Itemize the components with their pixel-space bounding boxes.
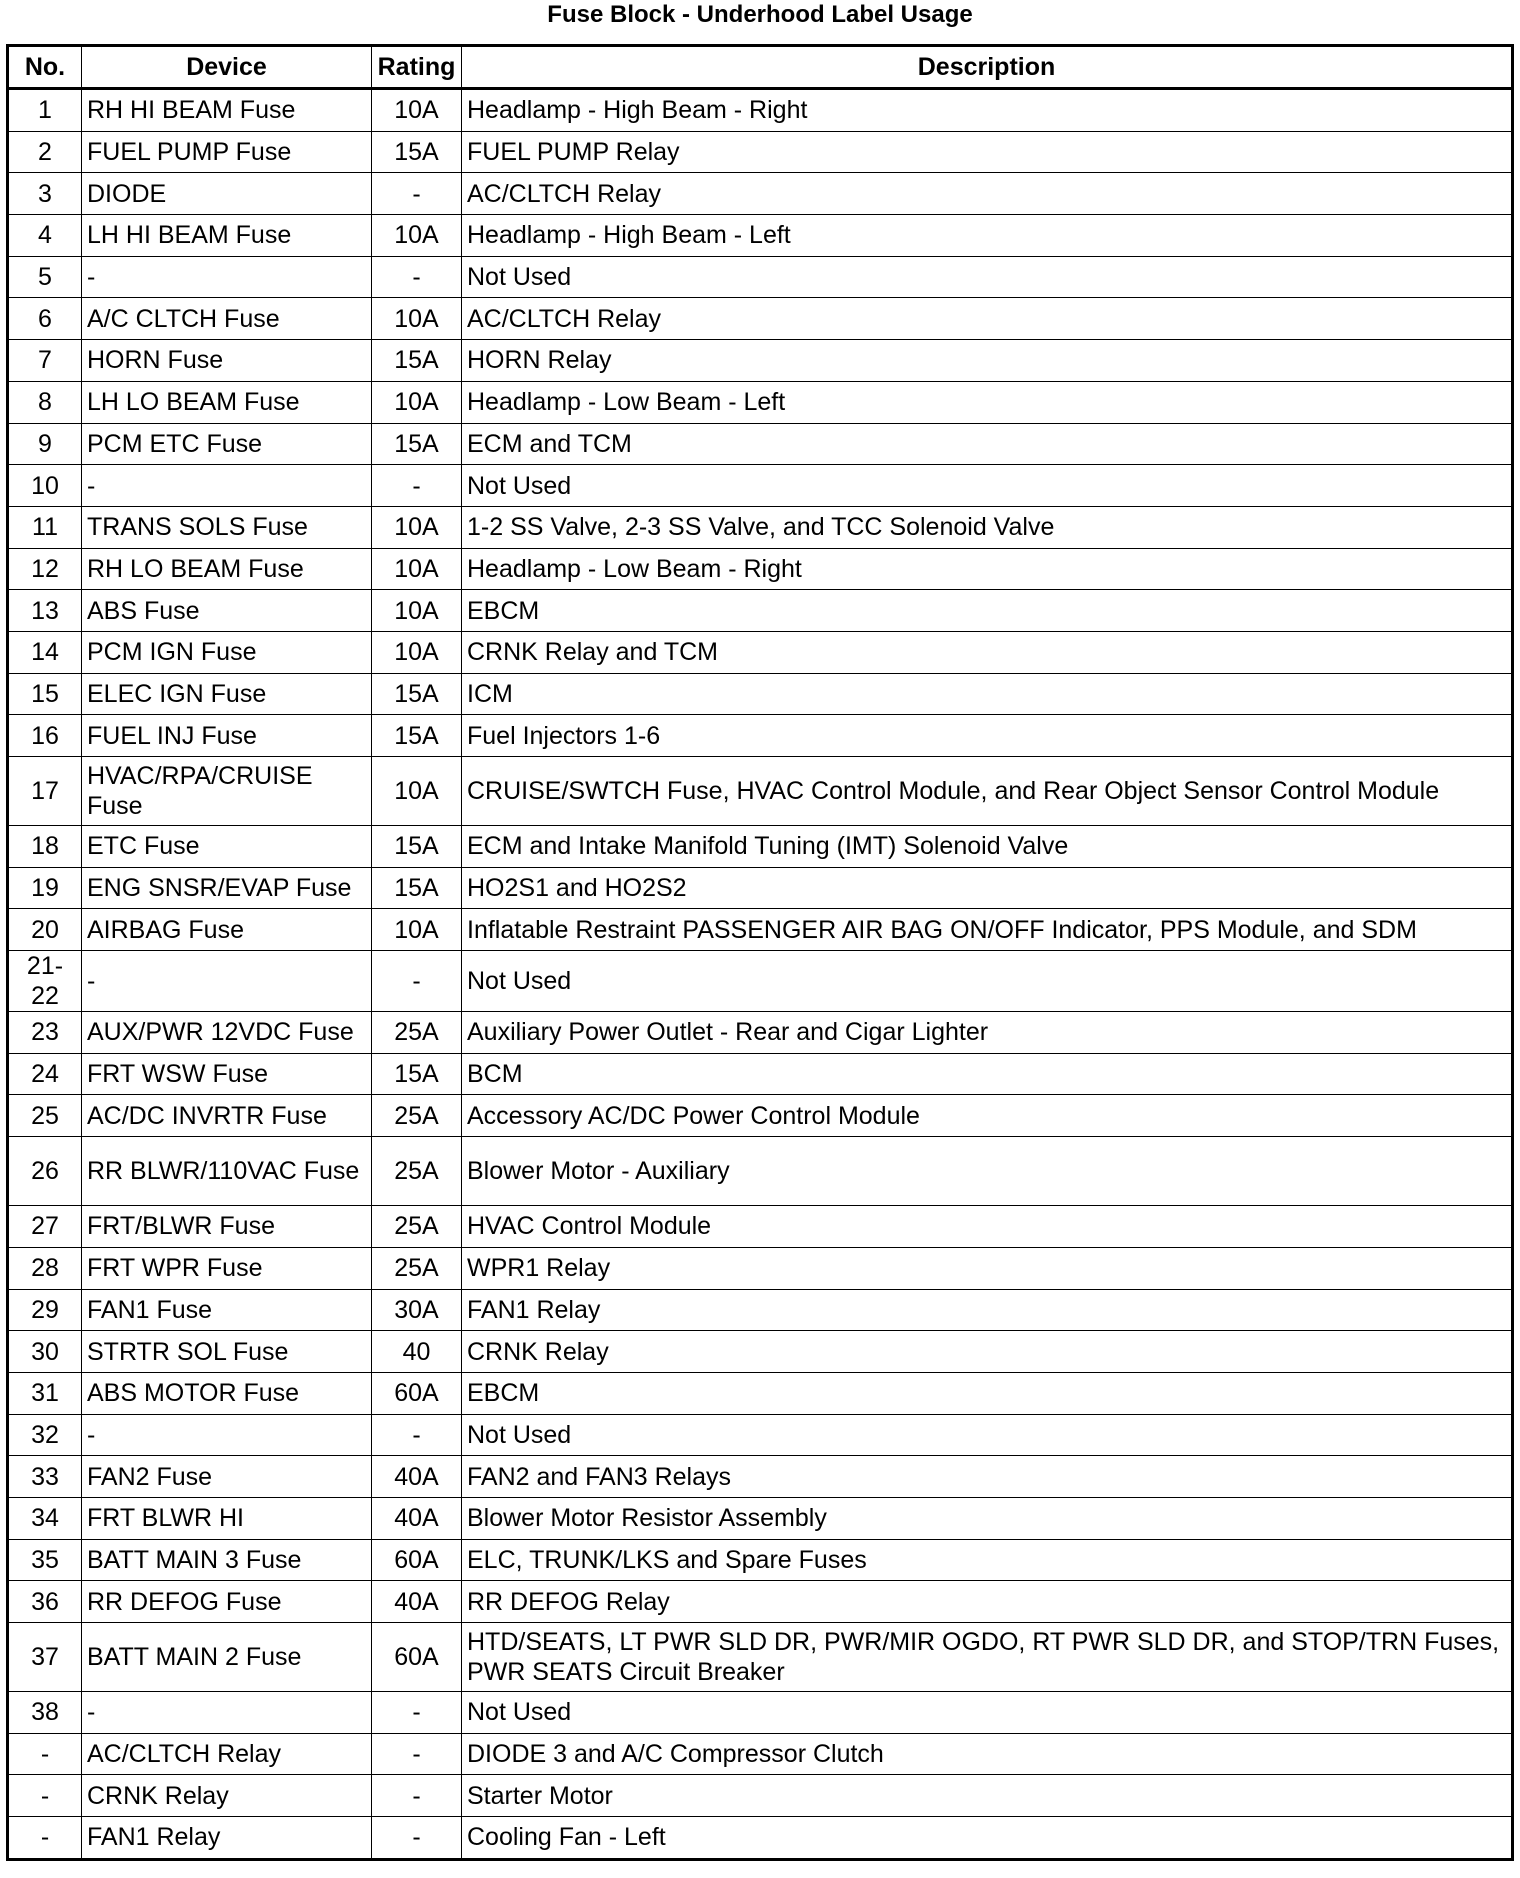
cell-device: RR BLWR/110VAC Fuse (82, 1137, 372, 1206)
cell-description: ECM and TCM (462, 423, 1513, 465)
table-row (8, 1623, 1513, 1692)
cell-device: HORN Fuse (82, 340, 372, 382)
cell-device: RR DEFOG Fuse (82, 1581, 372, 1623)
cell-description: FAN1 Relay (462, 1289, 1513, 1331)
table-row (8, 423, 1513, 465)
cell-rating: 10A (372, 298, 462, 340)
cell-description: Auxiliary Power Outlet - Rear and Cigar Lighter (462, 1012, 1513, 1054)
fuse-table (6, 44, 1514, 1861)
cell-description: AC/CLTCH Relay (462, 173, 1513, 215)
cell-device: - (82, 1414, 372, 1456)
cell-device: FAN1 Fuse (82, 1289, 372, 1331)
cell-no: 12 (8, 548, 82, 590)
cell-rating: 10A (372, 909, 462, 951)
cell-rating: 60A (372, 1539, 462, 1581)
cell-rating: 15A (372, 673, 462, 715)
table-row (8, 951, 1513, 1012)
table-row (8, 757, 1513, 826)
cell-rating: 10A (372, 590, 462, 632)
cell-no: 14 (8, 631, 82, 673)
table-row (8, 173, 1513, 215)
cell-no: 31 (8, 1372, 82, 1414)
cell-description: Headlamp - High Beam - Right (462, 89, 1513, 132)
cell-rating: 15A (372, 867, 462, 909)
cell-no: 2 (8, 131, 82, 173)
table-row (8, 340, 1513, 382)
cell-description: Fuel Injectors 1-6 (462, 715, 1513, 757)
cell-no: 18 (8, 826, 82, 868)
cell-no: 5 (8, 256, 82, 298)
table-header-row (8, 46, 1513, 89)
cell-rating: 10A (372, 381, 462, 423)
cell-description: WPR1 Relay (462, 1247, 1513, 1289)
table-row (8, 590, 1513, 632)
table-row (8, 1692, 1513, 1734)
cell-no: 9 (8, 423, 82, 465)
cell-device: FRT/BLWR Fuse (82, 1206, 372, 1248)
cell-description: Cooling Fan - Left (462, 1817, 1513, 1860)
cell-rating: 60A (372, 1623, 462, 1692)
cell-rating: 10A (372, 89, 462, 132)
table-row (8, 1817, 1513, 1860)
cell-no: 36 (8, 1581, 82, 1623)
cell-no: 28 (8, 1247, 82, 1289)
cell-device: RH LO BEAM Fuse (82, 548, 372, 590)
table-row (8, 1497, 1513, 1539)
cell-no: 27 (8, 1206, 82, 1248)
cell-no: 25 (8, 1095, 82, 1137)
cell-no: 19 (8, 867, 82, 909)
cell-no: 24 (8, 1053, 82, 1095)
cell-description: AC/CLTCH Relay (462, 298, 1513, 340)
table-row (8, 89, 1513, 132)
cell-rating: 60A (372, 1372, 462, 1414)
cell-description: BCM (462, 1053, 1513, 1095)
cell-device: AIRBAG Fuse (82, 909, 372, 951)
table-row (8, 381, 1513, 423)
cell-no: 6 (8, 298, 82, 340)
cell-no: 23 (8, 1012, 82, 1054)
cell-no: 20 (8, 909, 82, 951)
table-row (8, 1137, 1513, 1206)
cell-rating: - (372, 951, 462, 1012)
cell-rating: - (372, 256, 462, 298)
cell-device: FRT BLWR HI (82, 1497, 372, 1539)
cell-no: 13 (8, 590, 82, 632)
cell-rating: 15A (372, 131, 462, 173)
cell-device: FUEL PUMP Fuse (82, 131, 372, 173)
cell-description: ICM (462, 673, 1513, 715)
table-row (8, 1775, 1513, 1817)
table-row (8, 1733, 1513, 1775)
cell-description: HO2S1 and HO2S2 (462, 867, 1513, 909)
cell-device: FRT WSW Fuse (82, 1053, 372, 1095)
table-row (8, 1247, 1513, 1289)
cell-device: FAN1 Relay (82, 1817, 372, 1860)
cell-device: ABS MOTOR Fuse (82, 1372, 372, 1414)
cell-description: HTD/SEATS, LT PWR SLD DR, PWR/MIR OGDO, RT PWR SLD DR, and STOP/TRN Fuses, PWR SEATS Circuit Breaker (462, 1623, 1513, 1692)
column-header-device: Device (82, 46, 372, 89)
cell-no: - (8, 1817, 82, 1860)
table-row (8, 1012, 1513, 1054)
cell-description: EBCM (462, 590, 1513, 632)
table-row (8, 631, 1513, 673)
cell-rating: 15A (372, 340, 462, 382)
cell-device: DIODE (82, 173, 372, 215)
cell-description: Not Used (462, 465, 1513, 507)
cell-rating: 25A (372, 1137, 462, 1206)
cell-description: HORN Relay (462, 340, 1513, 382)
table-row (8, 909, 1513, 951)
cell-device: - (82, 256, 372, 298)
cell-no: 8 (8, 381, 82, 423)
table-row (8, 715, 1513, 757)
cell-rating: - (372, 173, 462, 215)
table-row (8, 215, 1513, 257)
cell-device: - (82, 465, 372, 507)
table-row (8, 506, 1513, 548)
cell-no: 26 (8, 1137, 82, 1206)
cell-device: HVAC/RPA/CRUISE Fuse (82, 757, 372, 826)
column-header-description: Description (462, 46, 1513, 89)
cell-description: Not Used (462, 256, 1513, 298)
cell-description: ECM and Intake Manifold Tuning (IMT) Solenoid Valve (462, 826, 1513, 868)
cell-device: ENG SNSR/EVAP Fuse (82, 867, 372, 909)
cell-device: TRANS SOLS Fuse (82, 506, 372, 548)
cell-rating: - (372, 1414, 462, 1456)
cell-rating: 40A (372, 1581, 462, 1623)
cell-description: FAN2 and FAN3 Relays (462, 1456, 1513, 1498)
table-row (8, 1206, 1513, 1248)
cell-rating: - (372, 1692, 462, 1734)
cell-device: PCM IGN Fuse (82, 631, 372, 673)
cell-device: AC/CLTCH Relay (82, 1733, 372, 1775)
cell-description: HVAC Control Module (462, 1206, 1513, 1248)
table-row (8, 1456, 1513, 1498)
cell-description: 1-2 SS Valve, 2-3 SS Valve, and TCC Solenoid Valve (462, 506, 1513, 548)
cell-device: BATT MAIN 2 Fuse (82, 1623, 372, 1692)
table-row (8, 1581, 1513, 1623)
cell-rating: 15A (372, 423, 462, 465)
cell-no: 32 (8, 1414, 82, 1456)
cell-no: 38 (8, 1692, 82, 1734)
cell-description: Starter Motor (462, 1775, 1513, 1817)
table-row (8, 465, 1513, 507)
cell-rating: 40 (372, 1331, 462, 1373)
cell-no: 17 (8, 757, 82, 826)
cell-rating: 15A (372, 715, 462, 757)
cell-no: 29 (8, 1289, 82, 1331)
cell-description: Accessory AC/DC Power Control Module (462, 1095, 1513, 1137)
cell-rating: 10A (372, 757, 462, 826)
table-row (8, 256, 1513, 298)
cell-description: Inflatable Restraint PASSENGER AIR BAG ON/OFF Indicator, PPS Module, and SDM (462, 909, 1513, 951)
page-title: Fuse Block - Underhood Label Usage (547, 1, 973, 28)
table-row (8, 1053, 1513, 1095)
cell-device: ETC Fuse (82, 826, 372, 868)
cell-no: 34 (8, 1497, 82, 1539)
cell-device: AUX/PWR 12VDC Fuse (82, 1012, 372, 1054)
cell-rating: 10A (372, 548, 462, 590)
cell-description: CRNK Relay (462, 1331, 1513, 1373)
cell-no: 3 (8, 173, 82, 215)
cell-device: STRTR SOL Fuse (82, 1331, 372, 1373)
cell-description: Headlamp - Low Beam - Right (462, 548, 1513, 590)
column-header-rating: Rating (372, 46, 462, 89)
cell-rating: 10A (372, 506, 462, 548)
table-row (8, 131, 1513, 173)
cell-device: AC/DC INVRTR Fuse (82, 1095, 372, 1137)
cell-device: RH HI BEAM Fuse (82, 89, 372, 132)
cell-device: PCM ETC Fuse (82, 423, 372, 465)
table-row (8, 826, 1513, 868)
cell-device: LH HI BEAM Fuse (82, 215, 372, 257)
cell-no: 4 (8, 215, 82, 257)
table-row (8, 298, 1513, 340)
cell-rating: - (372, 1733, 462, 1775)
cell-description: DIODE 3 and A/C Compressor Clutch (462, 1733, 1513, 1775)
table-row (8, 1414, 1513, 1456)
table-row (8, 867, 1513, 909)
table-row (8, 1331, 1513, 1373)
cell-description: RR DEFOG Relay (462, 1581, 1513, 1623)
cell-device: ABS Fuse (82, 590, 372, 632)
table-row (8, 1539, 1513, 1581)
table-row (8, 1372, 1513, 1414)
cell-rating: - (372, 1775, 462, 1817)
cell-rating: 15A (372, 826, 462, 868)
cell-no: 11 (8, 506, 82, 548)
cell-description: Headlamp - Low Beam - Left (462, 381, 1513, 423)
cell-description: Not Used (462, 1414, 1513, 1456)
cell-device: LH LO BEAM Fuse (82, 381, 372, 423)
cell-description: CRUISE/SWTCH Fuse, HVAC Control Module, and Rear Object Sensor Control Module (462, 757, 1513, 826)
cell-rating: 30A (372, 1289, 462, 1331)
cell-description: Blower Motor Resistor Assembly (462, 1497, 1513, 1539)
cell-no: - (8, 1775, 82, 1817)
cell-description: EBCM (462, 1372, 1513, 1414)
cell-no: 21-22 (8, 951, 82, 1012)
cell-device: FAN2 Fuse (82, 1456, 372, 1498)
cell-no: 33 (8, 1456, 82, 1498)
cell-device: CRNK Relay (82, 1775, 372, 1817)
table-row (8, 673, 1513, 715)
cell-description: Not Used (462, 951, 1513, 1012)
cell-description: Blower Motor - Auxiliary (462, 1137, 1513, 1206)
column-header-no: No. (8, 46, 82, 89)
cell-device: ELEC IGN Fuse (82, 673, 372, 715)
cell-description: FUEL PUMP Relay (462, 131, 1513, 173)
cell-rating: 15A (372, 1053, 462, 1095)
cell-device: BATT MAIN 3 Fuse (82, 1539, 372, 1581)
cell-no: - (8, 1733, 82, 1775)
cell-device: FUEL INJ Fuse (82, 715, 372, 757)
cell-rating: - (372, 465, 462, 507)
cell-rating: 25A (372, 1247, 462, 1289)
cell-rating: 40A (372, 1456, 462, 1498)
table-row (8, 548, 1513, 590)
table-row (8, 1095, 1513, 1137)
cell-no: 1 (8, 89, 82, 132)
table-body (8, 89, 1513, 1860)
cell-description: CRNK Relay and TCM (462, 631, 1513, 673)
cell-device: A/C CLTCH Fuse (82, 298, 372, 340)
cell-no: 30 (8, 1331, 82, 1373)
cell-device: - (82, 1692, 372, 1734)
cell-device: FRT WPR Fuse (82, 1247, 372, 1289)
table-row (8, 1289, 1513, 1331)
cell-description: ELC, TRUNK/LKS and Spare Fuses (462, 1539, 1513, 1581)
cell-rating: 25A (372, 1095, 462, 1137)
cell-description: Not Used (462, 1692, 1513, 1734)
cell-description: Headlamp - High Beam - Left (462, 215, 1513, 257)
cell-rating: 25A (372, 1206, 462, 1248)
cell-rating: 10A (372, 631, 462, 673)
cell-no: 7 (8, 340, 82, 382)
cell-rating: 10A (372, 215, 462, 257)
cell-no: 37 (8, 1623, 82, 1692)
cell-no: 35 (8, 1539, 82, 1581)
cell-rating: 40A (372, 1497, 462, 1539)
cell-no: 16 (8, 715, 82, 757)
cell-rating: 25A (372, 1012, 462, 1054)
cell-no: 15 (8, 673, 82, 715)
cell-device: - (82, 951, 372, 1012)
cell-no: 10 (8, 465, 82, 507)
cell-rating: - (372, 1817, 462, 1860)
